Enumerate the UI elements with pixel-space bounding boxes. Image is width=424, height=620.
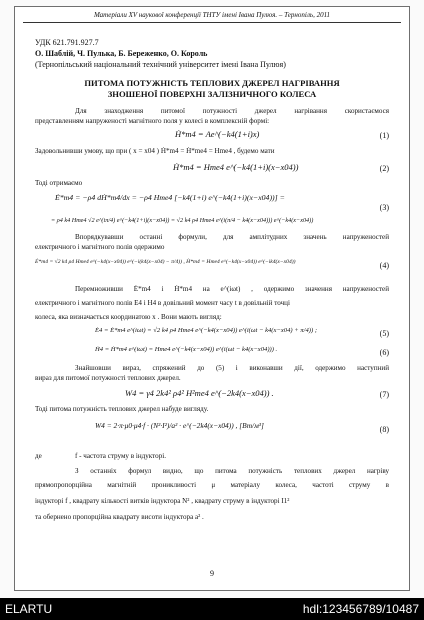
paragraph-4-line-1: Впорядкувавши останні формули, для амплітудних значень напруженостей — [75, 233, 389, 241]
equation-8: W4 = 2·π·μ0·μ4·f · (N²·I²)/a² · e^(−2k4(x−x04)) , [Вт/м³] — [95, 421, 264, 430]
equation-3-line-1: Ė*m4 = −ρ4 dḢ*m4/dx = −ρ4 Hme4 [−k4(1+i) e^(−k4(1+i)(x−x04))] = — [55, 193, 285, 202]
equation-1-number: (1) — [379, 131, 389, 140]
paragraph-9-line-4: та обернено пропорційна квадрату висоти індуктора a² . — [35, 513, 204, 521]
paragraph-9-line-3: індукторі f , квадрату кількості витків індуктора N² , квадрату струму в індукторі I1² — [35, 497, 290, 505]
paragraph-8-de: де — [35, 452, 42, 460]
authors: О. Шаблій, Ч. Пулька, Б. Береженко, О. Король — [35, 49, 208, 58]
paragraph-1-line-2: представленням напруженості магнітного поля у колесі в комплексній формі: — [35, 117, 270, 125]
paragraph-9-line-1: З останніх формул видно, що питома потужність теплових джерел нагріву — [75, 467, 389, 475]
paper-title-line-2: ЗНОШЕНОЇ ПОВЕРХНІ ЗАЛІЗНИЧНОГО КОЛЕСА — [107, 89, 317, 99]
paragraph-2: Задовольнивши умову, що при ( x = x04 ) Ḣ*m4 = Ḣ*me4 = Hme4 , будемо мати — [35, 147, 275, 155]
paragraph-6-line-1: Знайшовши вираз, спряжений до (5) і виконавши дії, одержимо наступний — [75, 364, 389, 372]
equation-3-line-2: = ρ4 k4 Hme4 √2 e^(iπ/4) e^(−k4(1+i)(x−x04)) = √2 k4 ρ4 Hme4 e^(i(π/4 − k4(x−x04))) e^(−k4(x−x04)) — [51, 217, 314, 224]
header-rule — [23, 22, 401, 23]
repository-footer-bar — [0, 598, 424, 620]
equation-8-number: (8) — [379, 425, 389, 434]
repository-name: ELARTU — [5, 602, 53, 616]
equation-7: W4 = γ4 2k4² ρ4² H²me4 e^(−2k4(x−x04)) . — [125, 388, 274, 398]
equation-1: Ḣ*m4 = Ae^(−k4(1+i)x) — [175, 129, 260, 139]
equation-2: Ḣ*m4 = Hme4 e^(−k4(1+i)(x−x04)) — [173, 162, 299, 172]
paragraph-5-line-1: Перемноживши Ė*m4 і Ḣ*m4 на e^(iωt) , одержимо значення напруженостей — [75, 285, 389, 293]
equation-7-number: (7) — [379, 390, 389, 399]
equation-6-number: (6) — [379, 348, 389, 357]
udk-code: УДК 621.791.927.7 — [35, 38, 99, 47]
page-number: 9 — [210, 569, 214, 578]
paragraph-8: f - частота струму в індукторі. — [75, 452, 166, 460]
equation-5-number: (5) — [379, 329, 389, 338]
running-header: Матеріали XV наукової конференції ТНТУ імені Івана Пулюя. – Тернопіль, 2011 — [93, 11, 331, 19]
paragraph-7: Тоді питома потужність теплових джерел набуде вигляду. — [35, 405, 209, 413]
paragraph-6-line-2: вираз для питомої потужності теплових джерел. — [35, 374, 181, 382]
equation-4-number: (4) — [379, 261, 389, 270]
affiliation: (Тернопільський національний технічний університет імені Івана Пулюя) — [35, 60, 286, 69]
paragraph-5-line-3: колеса, яка визначається координатою x . Вони мають вигляд: — [35, 313, 222, 321]
paragraph-4-line-2: електричного і магнітного полів одержимо — [35, 243, 165, 251]
paragraph-5-line-2: електричного і магнітного полів E4 і H4 в довільний момент часу t в довільній точці — [35, 299, 290, 307]
paper-page — [14, 6, 410, 591]
equation-5: Ė4 = Ė*m4 e^(iωt) = √2 k4 ρ4 Hme4 e^(−k4(x−x04)) e^(i(ωt − k4(x−x04) + π/4)) ; — [95, 327, 318, 334]
equation-6: Ḣ4 = Ḣ*m4 e^(iωt) = Hme4 e^(−k4(x−x04)) e^(i(ωt − k4(x−x04))) . — [95, 346, 278, 353]
handle-identifier: hdl:123456789/10487 — [302, 602, 419, 616]
equation-4: Ė*m4 = √2 k4 ρ4 Hme4 e^(−k4(x−x04)) e^(−i(k4(x−x04) − π/4)) , Ḣ*m4 = Hme4 e^(−k4(x−x04)) e^(−ik4(x−x04)) — [35, 259, 296, 265]
equation-3-number: (3) — [379, 203, 389, 212]
paragraph-3: Тоді отримаємо — [35, 179, 83, 187]
equation-2-number: (2) — [379, 164, 389, 173]
paragraph-9-line-2: прямопропорційна магнітній проникливості μ матеріалу колеса, частоті струму в — [35, 481, 389, 489]
paper-title-line-1: ПИТОМА ПОТУЖНІСТЬ ТЕПЛОВИХ ДЖЕРЕЛ НАГРІВАННЯ — [84, 78, 340, 88]
paragraph-1-line-1: Для знаходження питомої потужності джерел нагрівання скористаємося — [75, 107, 389, 115]
